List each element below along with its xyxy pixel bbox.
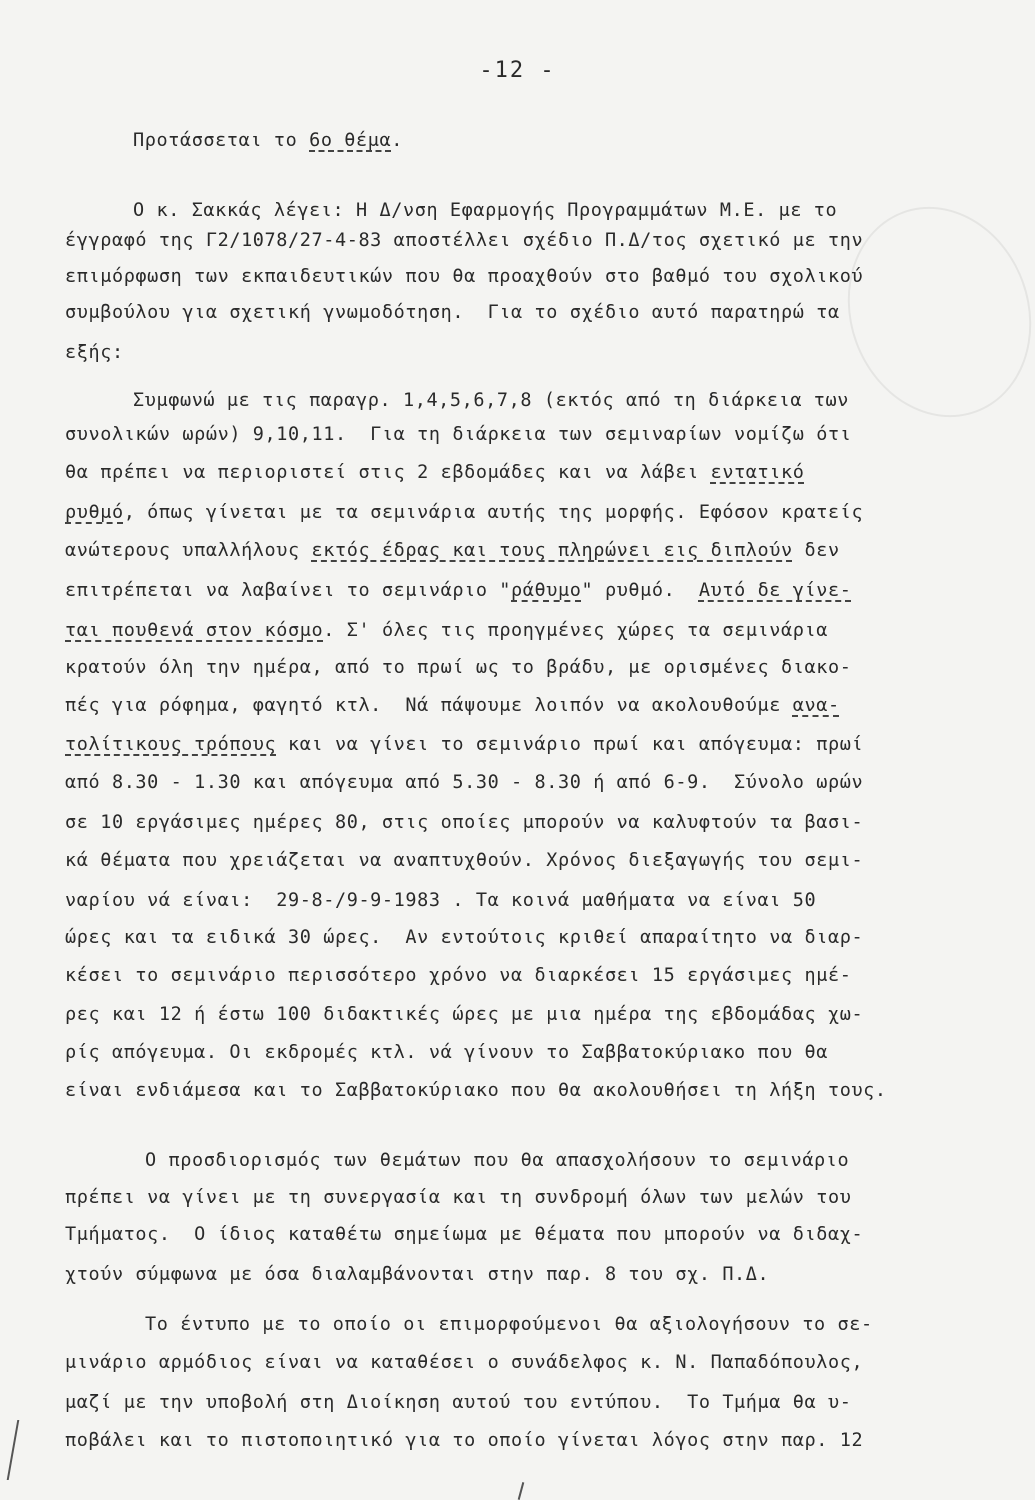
bottom-pen-mark [518,1482,525,1500]
text-segment: ναρίου νά είναι: 29-8-/9-9-1983 . Τα κοινά μαθήματα να είναι 50 [65,890,817,911]
underlined-phrase: τολίτικους τρόπους [65,734,277,755]
underlined-phrase: ράθυμο [511,580,582,601]
text-segment: μαζί με την υποβολή στη Διοίκηση αυτού του εντύπου. Το Τμήμα θα υ- [65,1392,852,1413]
text-segment: δεν [792,540,840,561]
text-line [65,1185,851,1211]
text-line [133,388,849,414]
text-line [65,693,840,719]
text-line [133,128,403,154]
text-segment: επιμόρφωση των εκπαιδευτικών που θα προαχθούν στο βαθμό του σχολικού [65,266,864,287]
text-line [65,578,851,604]
text-line [65,810,863,836]
text-line [65,1428,863,1454]
text-line [65,925,863,951]
underlined-phrase: ανα- [792,695,840,716]
text-segment: σε 10 εργάσιμες ημέρες 80, στις οποίες μπορούν να καλυφτούν τα βασι- [65,812,864,833]
text-segment: ανώτερους υπαλλήλους [65,540,312,561]
text-line [65,655,851,681]
text-segment: συνολικών ωρών) 9,10,11. Για τη διάρκεια των σεμιναρίων νομίζω ότι [65,424,852,445]
text-line [65,228,863,254]
text-segment: " ρυθμό. [581,580,699,601]
text-line [65,770,863,796]
text-segment: Ο κ. Σακκάς λέγει: Η Δ/νση Εφαρμογής Προγραμμάτων Μ.Ε. με το [133,200,838,221]
text-segment: κρατούν όλη την ημέρα, από το πρωί ως το βράδυ, με ορισμένες διακο- [65,657,852,678]
text-segment: κέσει το σεμινάριο περισσότερο χρόνο να διαρκέσει 15 εργάσιμες ημέ- [65,965,852,986]
text-segment: ρίς απόγευμα. Οι εκδρομές κτλ. νά γίνουν το Σαββατοκύριακο που θα [65,1042,828,1063]
text-segment: ώρες και τα ειδικά 30 ώρες. Αν εντούτοις κριθεί απαραίτητο να διαρ- [65,927,864,948]
text-line [65,888,816,914]
text-segment: Προτάσσεται το [133,130,310,151]
text-line [65,1390,851,1416]
text-line [65,1222,863,1248]
stamp-ghost [819,181,1035,443]
text-segment: επιτρέπεται να λαβαίνει το σεμινάριο " [65,580,512,601]
text-segment: συμβούλου για σχετική γνωμοδότηση. Για το σχέδιο αυτό παρατηρώ τα [65,302,840,323]
text-segment: ποβάλει και το πιστοποιητικό για το οποίο γίνεται λόγος στην παρ. 12 [65,1430,864,1451]
text-line [65,538,840,564]
text-segment: μινάριο αρμόδιος είναι να καταθέσει ο συνάδελφος κ. Ν. Παπαδόπουλος, [65,1352,864,1373]
text-line [145,1312,873,1338]
text-line [65,1002,863,1028]
text-line [65,848,863,874]
text-segment: . [391,130,403,151]
underlined-phrase: Αυτό δε γίνε- [698,580,852,601]
underlined-phrase: εντατικό [710,462,805,483]
text-line [65,1350,863,1376]
text-segment: χτούν σύμφωνα με όσα διαλαμβάνονται στην παρ. 8 του σχ. Π.Δ. [65,1264,770,1285]
text-segment: Τμήματος. Ο ίδιος καταθέτω σημείωμα με θέματα που μπορούν να διδαχ- [65,1224,864,1245]
text-segment: ρες και 12 ή έστω 100 διδακτικές ώρες με μια ημέρα της εβδομάδας χω- [65,1004,864,1025]
text-segment: πές για ρόφημα, φαγητό κτλ. Νά πάψουμε λοιπόν να ακολουθούμε [65,695,793,716]
text-segment: θα πρέπει να περιοριστεί στις 2 εβδομάδες και να λάβει [65,462,711,483]
text-line [65,460,805,486]
text-line [65,422,851,448]
underlined-phrase: ται πουθενά στον κόσμο [65,620,324,641]
text-line [65,300,840,326]
text-segment: έγγραφό της Γ2/1078/27-4-83 αποστέλλει σχέδιο Π.Δ/τος σχετικό με την [65,230,864,251]
underlined-phrase: εκτός έδρας και τους πληρώνει εις διπλούν [311,540,793,561]
text-line [65,500,863,526]
text-segment: , όπως γίνεται με τα σεμινάρια αυτής της μορφής. Εφόσον κρατείς [123,502,864,523]
text-line [65,1262,769,1288]
text-segment: . Σ' όλες τις προηγμένες χώρες τα σεμινάρια [323,620,828,641]
text-segment: Το έντυπο με το οποίο οι επιμορφούμενοι θα αξιολογήσουν το σε- [145,1314,873,1335]
text-line [65,340,124,366]
text-line [65,1040,828,1066]
underlined-phrase: 6ο θέμα [309,130,392,151]
margin-pen-mark [7,1420,40,1480]
text-segment: Ο προσδιορισμός των θεμάτων που θα απασχολήσουν το σεμινάριο [145,1150,850,1171]
text-line [65,264,863,290]
text-line [145,1148,849,1174]
text-segment: πρέπει να γίνει με τη συνεργασία και τη συνδρομή όλων των μελών του [65,1187,852,1208]
text-line [133,198,837,224]
text-segment: από 8.30 - 1.30 και απόγευμα από 5.30 - 8.30 ή από 6-9. Σύνολο ωρών [65,772,864,793]
text-segment: και να γίνει το σεμινάριο πρωί και απόγευμα: πρωί [276,734,864,755]
text-line [65,963,851,989]
text-line [65,732,863,758]
text-segment: εξής: [65,342,124,363]
text-line [65,618,828,644]
text-line [65,1078,887,1104]
underlined-phrase: ρυθμό [65,502,124,523]
text-segment: Συμφωνώ με τις παραγρ. 1,4,5,6,7,8 (εκτός από τη διάρκεια των [133,390,850,411]
page-number: -12 - [479,58,556,83]
text-segment: είναι ενδιάμεσα και το Σαββατοκύριακο που θα ακολουθήσει τη λήξη τους. [65,1080,887,1101]
text-segment: κά θέματα που χρειάζεται να αναπτυχθούν. Χρόνος διεξαγωγής του σεμι- [65,850,864,871]
